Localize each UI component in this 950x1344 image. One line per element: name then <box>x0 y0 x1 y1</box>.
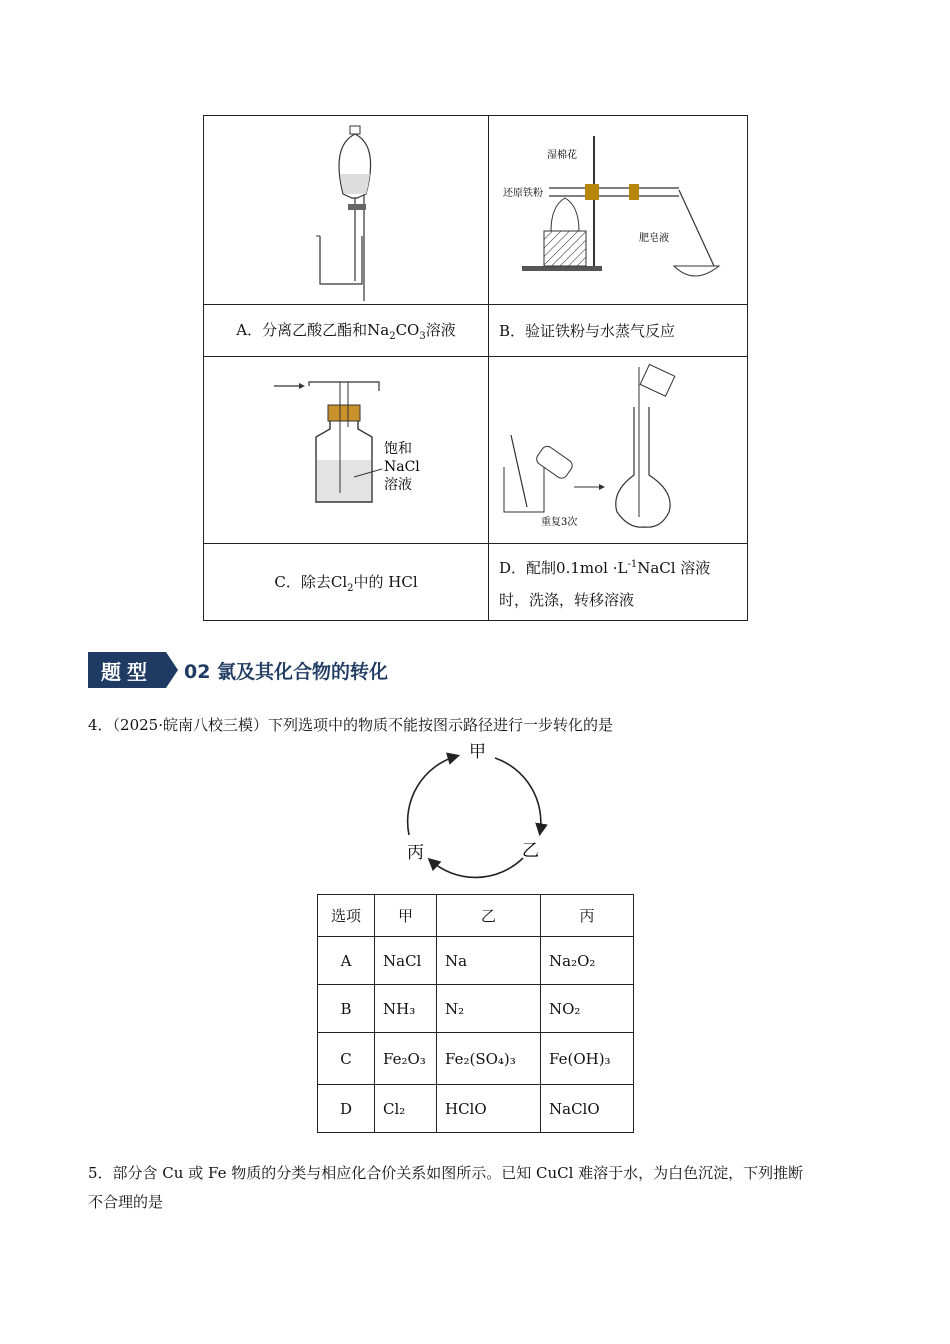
fig-label-soap-solution: 肥皂液 <box>639 233 669 244</box>
apparatus-table <box>203 115 748 621</box>
cycle-node-bing: 丙 <box>407 843 424 863</box>
fig-label-nacl: NaCl <box>384 459 420 475</box>
cycle-node-jia: 甲 <box>469 742 486 762</box>
separatory-funnel-figure <box>204 116 489 305</box>
figure-c-cell <box>204 357 489 544</box>
gas-washing-bottle-figure <box>204 357 489 544</box>
table-row: C Fe₂O₃ Fe₂(SO₄)₃ Fe(OH)₃ <box>318 1033 634 1085</box>
fig-label-iron-powder: 还原铁粉 <box>503 188 543 199</box>
fig-label-repeat: 重复3次 <box>541 517 578 528</box>
volumetric-flask-figure <box>489 357 748 544</box>
cycle-node-yi: 乙 <box>522 841 539 861</box>
section-tag: 题型 <box>88 652 166 688</box>
header-yi: 乙 <box>437 895 541 937</box>
figure-d-cell <box>489 357 748 544</box>
q5-line2: 不合理的是 <box>88 1193 164 1211</box>
header-option: 选项 <box>318 895 375 937</box>
caption-a: A．分离乙酸乙酯和$Na_2CO_3$溶液 <box>204 305 489 357</box>
section-tag-arrow <box>166 652 178 688</box>
section-title: 02 氯及其化合物的转化 <box>184 660 389 683</box>
figure-b-cell <box>489 116 748 305</box>
caption-c: C．除去$Cl_2$中的 HCl <box>204 544 489 621</box>
fig-label-saturated: 饱和 <box>384 441 412 457</box>
table-row: B NH₃ N₂ NO₂ <box>318 985 634 1033</box>
q5-line1: 5．部分含 Cu 或 Fe 物质的分类与相应化合价关系如图所示。已知 CuCl 难溶于水，为白色沉淀，下列推断 <box>88 1164 804 1182</box>
fig-label-solution: 溶液 <box>384 477 412 493</box>
table-row: D Cl₂ HClO NaClO <box>318 1085 634 1133</box>
header-bing: 丙 <box>541 895 634 937</box>
q4-text: 4．（2025·皖南八校三模）下列选项中的物质不能按图示路径进行一步转化的是 <box>88 716 613 734</box>
section-banner <box>88 652 388 688</box>
caption-b: B．验证铁粉与水蒸气反应 <box>489 305 748 357</box>
q4-options-table <box>317 894 634 1133</box>
caption-d: D．配制$0.1mol \cdot L^{-1}NaCl$ 溶液 时，洗涤，转移溶液 <box>489 544 748 621</box>
header-jia: 甲 <box>375 895 437 937</box>
table-row: A NaCl Na Na₂O₂ <box>318 937 634 985</box>
conversion-cycle-diagram <box>395 740 555 890</box>
fig-label-wet-cotton: 湿棉花 <box>547 150 577 161</box>
figure-a-cell <box>204 116 489 305</box>
iron-steam-figure <box>489 116 748 305</box>
